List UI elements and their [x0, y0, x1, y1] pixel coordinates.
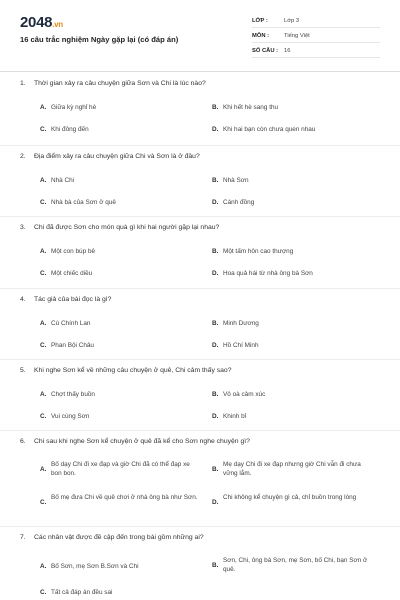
- meta-count: [252, 44, 380, 58]
- meta-subject-label: MÔN :: [252, 33, 270, 39]
- question-divider: [0, 359, 400, 360]
- question-divider: [0, 526, 400, 527]
- question-text: 1. Thời gian xảy ra câu chuyện giữa Sơn và Chi là lúc nào?: [20, 80, 206, 87]
- meta-count-label: SỐ CÂU :: [252, 48, 279, 54]
- question-text: 3. Chi đã được Sơn cho món quà gì khi hai người gặp lại nhau?: [20, 224, 220, 231]
- question-text: 5. Khi nghe Sơn kể về những câu chuyện ở quê, Chi cảm thấy sao?: [20, 367, 232, 374]
- meta-grade-label: LỚP :: [252, 18, 268, 24]
- question-divider: [0, 216, 400, 217]
- site-logo[interactable]: [20, 14, 63, 31]
- header-divider: [0, 71, 400, 72]
- page-title: 16 câu trắc nghiệm Ngày gặp lại (có đáp án): [20, 35, 179, 44]
- logo-suffix: .vn: [52, 20, 63, 29]
- document-header: [0, 0, 400, 70]
- question-text: 4. Tác giả của bài đọc là gì?: [20, 296, 112, 303]
- meta-grade-value: Lớp 3: [284, 18, 300, 24]
- meta-grade: [252, 14, 380, 28]
- question-divider: [0, 288, 400, 289]
- meta-subject-value: Tiếng Việt: [284, 33, 310, 39]
- question-divider: [0, 145, 400, 146]
- question-text: 6. Chi sau khi nghe Sơn kể chuyện ở quê đã kể cho Sơn nghe chuyện gì?: [20, 438, 250, 445]
- logo-text: 2048: [20, 14, 53, 31]
- question-text: 7. Các nhân vật được đề cập đến trong bài gồm những ai?: [20, 534, 204, 541]
- question-text: 2. Địa điểm xảy ra câu chuyện giữa Chi và Sơn là ở đâu?: [20, 153, 200, 160]
- question-divider: [0, 430, 400, 431]
- meta-count-value: 16: [284, 48, 291, 54]
- meta-subject: [252, 29, 380, 43]
